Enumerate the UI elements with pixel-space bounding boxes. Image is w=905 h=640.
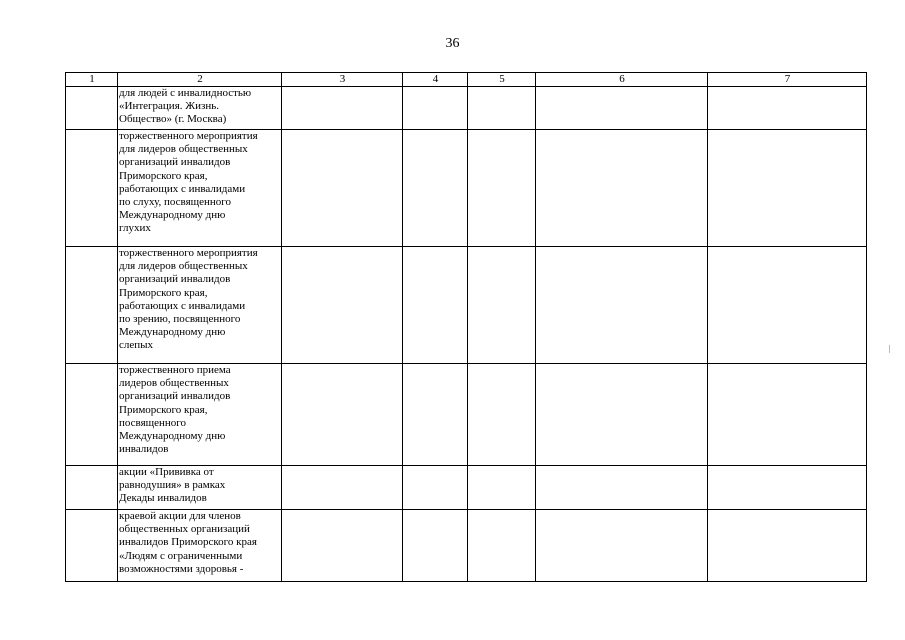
event-description-cell: краевой акции для членов общественных организаций инвалидов Приморского края «Людям с ограниченными возможностями здоровья - bbox=[118, 510, 282, 582]
table-cell bbox=[282, 87, 403, 130]
table-cell bbox=[468, 87, 536, 130]
table-cell bbox=[282, 364, 403, 466]
table-cell bbox=[66, 247, 118, 364]
column-header-7: 7 bbox=[708, 73, 867, 87]
table-cell bbox=[468, 130, 536, 247]
column-header-2: 2 bbox=[118, 73, 282, 87]
table-cell bbox=[403, 130, 468, 247]
table-cell bbox=[536, 130, 708, 247]
table-row bbox=[66, 87, 867, 130]
event-description-cell: торжественного мероприятия для лидеров общественных организаций инвалидов Приморского края, работающих с инвалидами по зрению, посвященного Международному дню слепых bbox=[118, 247, 282, 364]
table-cell bbox=[66, 510, 118, 582]
page-number: 36 bbox=[445, 36, 460, 51]
column-header-6: 6 bbox=[536, 73, 708, 87]
table-cell bbox=[403, 466, 468, 510]
event-description-cell: торжественного мероприятия для лидеров общественных организаций инвалидов Приморского края, работающих с инвалидами по слуху, посвященного Международному дню глухих bbox=[118, 130, 282, 247]
table-cell bbox=[66, 364, 118, 466]
column-header-4: 4 bbox=[403, 73, 468, 87]
table-cell bbox=[536, 364, 708, 466]
table-cell bbox=[468, 364, 536, 466]
table-cell bbox=[282, 510, 403, 582]
table-cell bbox=[66, 87, 118, 130]
table-cell bbox=[403, 247, 468, 364]
table-cell bbox=[403, 87, 468, 130]
table-cell bbox=[468, 466, 536, 510]
table-cell bbox=[536, 87, 708, 130]
table-cell bbox=[403, 364, 468, 466]
column-header-3: 3 bbox=[282, 73, 403, 87]
table-cell bbox=[468, 510, 536, 582]
table-cell bbox=[708, 130, 867, 247]
column-header-5: 5 bbox=[468, 73, 536, 87]
table-row bbox=[66, 130, 867, 247]
event-description-cell: торжественного приема лидеров общественных организаций инвалидов Приморского края, посвященного Международному дню инвалидов bbox=[118, 364, 282, 466]
table-cell bbox=[536, 247, 708, 364]
table-row bbox=[66, 364, 867, 466]
table-row bbox=[66, 247, 867, 364]
table-row bbox=[66, 510, 867, 582]
table-cell bbox=[66, 130, 118, 247]
event-description-cell: акции «Прививка от равнодушия» в рамках Декады инвалидов bbox=[118, 466, 282, 510]
table-cell bbox=[708, 364, 867, 466]
table-cell bbox=[536, 510, 708, 582]
scan-mark bbox=[889, 345, 890, 353]
table-cell bbox=[282, 130, 403, 247]
table-cell bbox=[708, 87, 867, 130]
event-description-cell: для людей с инвалидностью «Интеграция. Жизнь. Общество» (г. Москва) bbox=[118, 87, 282, 130]
table-cell bbox=[282, 466, 403, 510]
table-cell bbox=[468, 247, 536, 364]
table-header-row bbox=[66, 73, 867, 87]
document-table bbox=[65, 72, 867, 582]
table-cell bbox=[403, 510, 468, 582]
table-row bbox=[66, 466, 867, 510]
table-cell bbox=[66, 466, 118, 510]
table-cell bbox=[708, 510, 867, 582]
table-cell bbox=[708, 466, 867, 510]
column-header-1: 1 bbox=[66, 73, 118, 87]
table-cell bbox=[282, 247, 403, 364]
table-cell bbox=[536, 466, 708, 510]
table-cell bbox=[708, 247, 867, 364]
